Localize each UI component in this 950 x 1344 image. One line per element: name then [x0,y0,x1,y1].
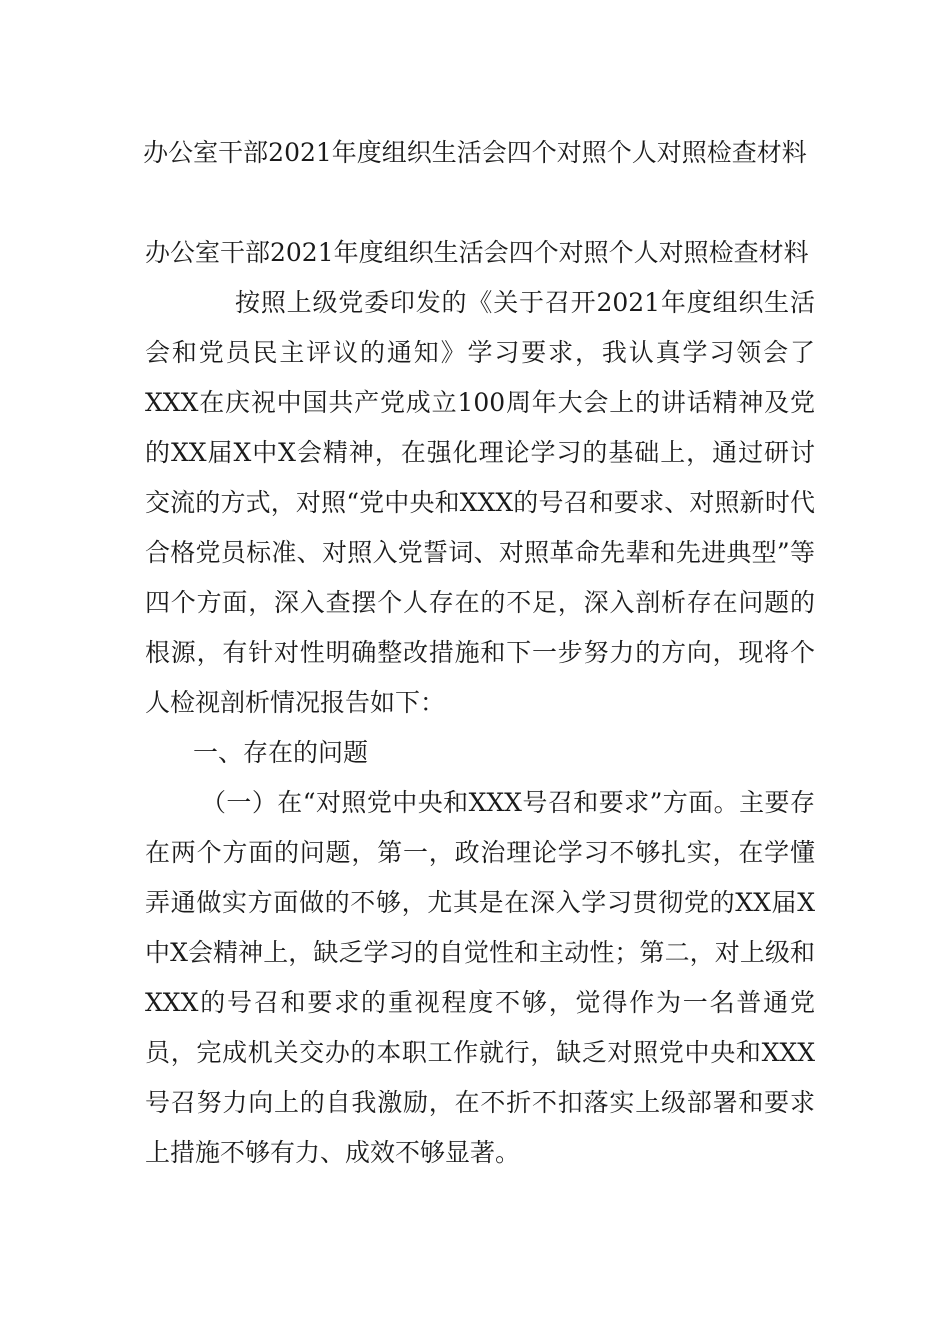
document-title: 办公室干部2021年度组织生活会四个对照个人对照检查材料 [143,138,807,167]
document-body [145,228,815,1178]
document-subtitle: 办公室干部2021年度组织生活会四个对照个人对照检查材料 [145,238,809,267]
section-heading: 一、存在的问题 [193,738,369,767]
intro-paragraph: 按照上级党委印发的《关于召开2021年度组织生活会和党员民主评议的通知》学习要求，我认真学习领会了XXX在庆祝中国共产党成立100周年大会上的讲话精神及党的XX届X中X会精神，在强化理论学习的基础上，通过研讨交流的方式，对照“党中央和XXX的号召和要求、对照新时代合格党员标准、对照入党誓词、对照革命先辈和先进典型”等四个方面，深入查摆个人存在的不足，深入剖析存在问题的根源，有针对性明确整改措施和下一步努力的方向，现将个人检视剖析情况报告如下： [145,288,815,717]
section-item-paragraph: （一）在“对照党中央和XXX号召和要求”方面。主要存在两个方面的问题，第一，政治理论学习不够扎实，在学懂弄通做实方面做的不够，尤其是在深入学习贯彻党的XX届X中X会精神上，缺乏学习的自觉性和主动性；第二，对上级和XXX的号召和要求的重视程度不够，觉得作为一名普通党员，完成机关交办的本职工作就行，缺乏对照党中央和XXX号召努力向上的自我激励，在不折不扣落实上级部署和要求上措施不够有力、成效不够显著。 [145,788,815,1167]
